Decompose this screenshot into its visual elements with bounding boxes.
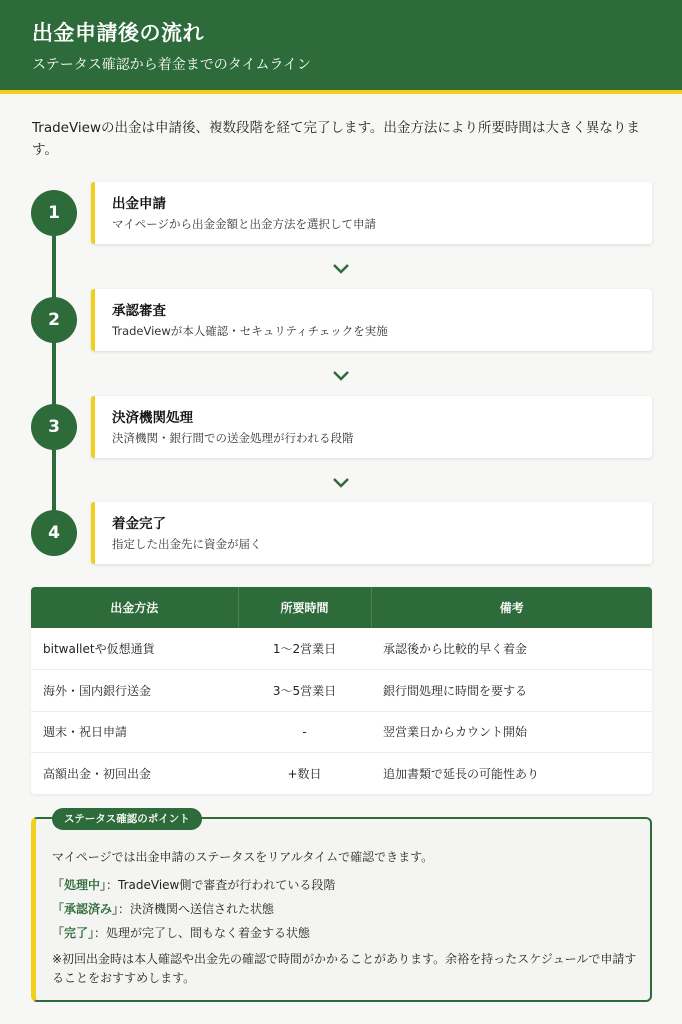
table-row xyxy=(31,628,652,670)
step-description: 決済機関・銀行間での送金処理が行われる段階 xyxy=(112,431,354,445)
table-cell: +数日 xyxy=(287,767,322,781)
points-badge: ステータス確認のポイント xyxy=(52,808,202,830)
intro-text: TradeViewの出金は申請後、複数段階を経て完了します。出金方法により所要時間は大きく異なります。 xyxy=(32,120,640,158)
step-title: 決済機関処理 xyxy=(112,410,193,426)
step-description: 指定した出金先に資金が届く xyxy=(112,537,262,551)
step-card-4 xyxy=(91,502,652,564)
chevron-down-icon xyxy=(331,369,351,383)
table-cell: 銀行間処理に時間を要する xyxy=(371,670,652,712)
status-key: 「処理中」 xyxy=(52,878,107,892)
status-key: 「完了」 xyxy=(52,926,95,940)
page-title: 出金申請後の流れ xyxy=(32,21,204,45)
table-cell: 3〜5営業日 xyxy=(238,670,371,712)
step-number-1: 1 xyxy=(31,190,77,236)
table-cell: 海外・国内銀行送金 xyxy=(31,670,238,712)
step-title: 出金申請 xyxy=(112,196,166,212)
chevron-down-icon xyxy=(331,476,351,490)
timeline-line xyxy=(52,214,56,534)
step-description: マイページから出金金額と出金方法を選択して申請 xyxy=(112,217,377,231)
column-header-time: 所要時間 xyxy=(238,587,371,628)
step-description: TradeViewが本人確認・セキュリティチェックを実施 xyxy=(112,324,388,338)
table-header-row xyxy=(31,587,652,628)
status-text: ：決済機関へ送信された状態 xyxy=(118,902,275,916)
withdrawal-method-table xyxy=(31,587,652,794)
status-item-approved xyxy=(52,901,274,918)
step-title: 着金完了 xyxy=(112,516,166,532)
table-cell: - xyxy=(238,711,371,753)
status-item-complete xyxy=(52,925,310,942)
table-cell: 翌営業日からカウント開始 xyxy=(371,711,652,753)
step-number-2: 2 xyxy=(31,297,77,343)
status-text: ：処理が完了し、間もなく着金する状態 xyxy=(94,926,311,940)
table-cell: 追加書類で延長の可能性あり xyxy=(383,767,540,781)
step-title: 承認審査 xyxy=(112,303,166,319)
column-header-notes: 備考 xyxy=(371,587,652,628)
points-lead: マイページでは出金申請のステータスをリアルタイムで確認できます。 xyxy=(52,850,434,864)
table-cell: 高額出金・初回出金 xyxy=(43,767,152,781)
points-note: ※初回出金時は本人確認や出金先の確認で時間がかかることがあります。余裕を持ったスケジュールで申請することをおすすめします。 xyxy=(52,952,637,985)
column-header-method: 出金方法 xyxy=(31,587,238,628)
status-points-box xyxy=(31,817,652,1002)
step-card-2 xyxy=(91,289,652,351)
step-card-1 xyxy=(91,182,652,244)
table-row xyxy=(31,670,652,712)
page-subtitle: ステータス確認から着金までのタイムライン xyxy=(32,57,312,73)
page-header xyxy=(0,0,682,94)
table-cell: bitwalletや仮想通貨 xyxy=(31,628,238,670)
table-row xyxy=(31,711,652,753)
status-item-processing xyxy=(52,877,335,894)
chevron-down-icon xyxy=(331,262,351,276)
step-number-4: 4 xyxy=(31,510,77,556)
status-text: ：TradeView側で審査が行われている段階 xyxy=(106,878,336,892)
table-cell: 週末・祝日申請 xyxy=(31,711,238,753)
table-cell: 承認後から比較的早く着金 xyxy=(371,628,652,670)
step-number-3: 3 xyxy=(31,404,77,450)
step-card-3 xyxy=(91,396,652,458)
table-row xyxy=(31,753,652,795)
status-key: 「承認済み」 xyxy=(52,902,119,916)
table-cell: 1〜2営業日 xyxy=(238,628,371,670)
